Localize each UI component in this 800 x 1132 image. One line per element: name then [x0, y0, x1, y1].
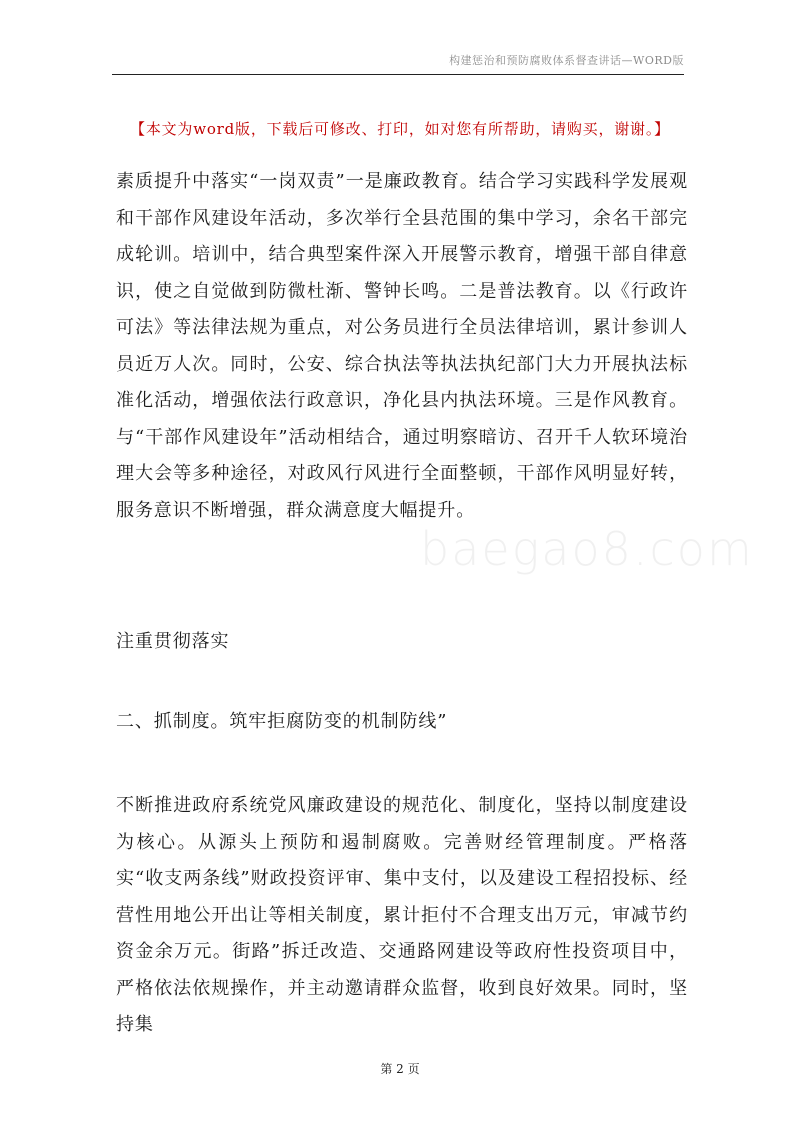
page-number: 第 2 页 — [380, 1062, 420, 1076]
watermark: baegao8.com — [420, 522, 754, 576]
section-heading-2: 二、抓制度。筑牢拒腐防变的机制防线” — [116, 711, 448, 732]
section-heading-1: 注重贯彻落实 — [116, 631, 230, 652]
body-paragraph-1: 素质提升中落实“一岗双责”一是廉政教育。结合学习实践科学发展观和干部作风建设年活动，多次举行全县范围的集中学习，余名干部完成轮训。培训中，结合典型案件深入开展警示教育，增强干部自律意识，使之自觉做到防微杜渐、警钟长鸣。二是普法教育。以《行政许可法》等法律法规为重点，对公务员进行全员法律培训，累计参训人员近万人次。同时，公安、综合执法等执法执纪部门大力开展执法标准化活动，增强依法行政意识，净化县内执法环境。三是作风教育。与“干部作风建设年”活动相结合，通过明察暗访、召开千人软环境治理大会等多种途径，对政风行风进行全面整顿，干部作风明显好转，服务意识不断增强，群众满意度大幅提升。 — [116, 171, 688, 521]
download-notice: 【本文为word版，下载后可修改、打印，如对您有所帮助，请购买，谢谢。】 — [130, 120, 670, 138]
page-header-title: 构建惩治和预防腐败体系督查讲话—WORD版 — [449, 54, 684, 67]
body-paragraph-2: 不断推进政府系统党风廉政建设的规范化、制度化，坚持以制度建设为核心。从源头上预防和遏制腐败。完善财经管理制度。严格落实“收支两条线”财政投资评审、集中支付，以及建设工程招投标、经营性用地公开出让等相关制度，累计拒付不合理支出万元，审减节约资金余万元。街路”拆迁改造、交通路网建设等政府性投资项目中，严格依法依规操作，并主动邀请群众监督，收到良好效果。同时，坚持集 — [116, 795, 688, 1035]
header-divider — [112, 74, 684, 75]
